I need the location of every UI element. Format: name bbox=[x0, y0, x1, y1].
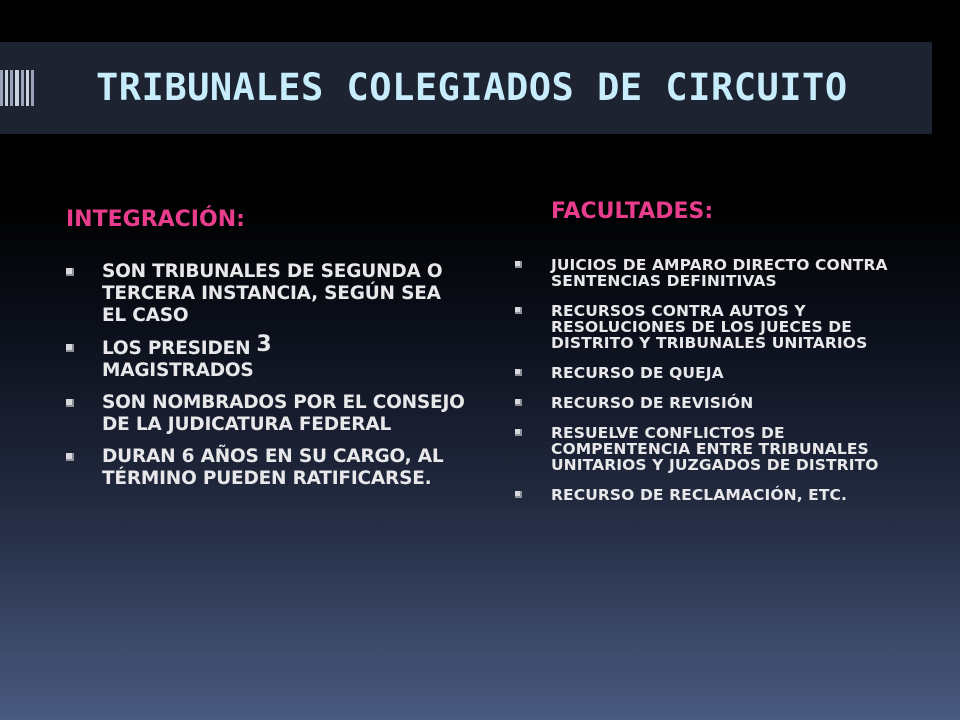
list-item-text: SON TRIBUNALES DE SEGUNDA O TERCERA INSTANCIA, SEGÚN SEA EL CASO bbox=[102, 261, 443, 326]
list-item bbox=[66, 392, 466, 436]
bullet-square-icon bbox=[515, 399, 522, 406]
bullet-square-icon bbox=[515, 261, 522, 268]
bullet-square-icon bbox=[515, 369, 522, 376]
title-bar bbox=[0, 42, 932, 134]
list-item-text: SON NOMBRADOS POR EL CONSEJO DE LA JUDICATURA FEDERAL bbox=[102, 392, 465, 435]
bullet-square-icon bbox=[515, 429, 522, 436]
bullet-square-icon bbox=[515, 491, 522, 498]
list-item bbox=[515, 487, 895, 503]
list-item-text-continued: MAGISTRADOS bbox=[102, 360, 254, 381]
list-item bbox=[515, 303, 895, 351]
list-item-text: RECURSOS CONTRA AUTOS Y RESOLUCIONES DE LOS JUECES DE DISTRITO Y TRIBUNALES UNITARIOS bbox=[551, 302, 868, 352]
list-item-text: JUICIOS DE AMPARO DIRECTO CONTRA SENTENCIAS DEFINITIVAS bbox=[551, 256, 888, 290]
bullet-square-icon bbox=[66, 453, 74, 461]
list-item-text: RECURSO DE RECLAMACIÓN, ETC. bbox=[551, 486, 847, 504]
slide-title: TRIBUNALES COLEGIADOS DE CIRCUITO bbox=[96, 66, 848, 109]
list-item bbox=[66, 446, 466, 490]
list-item bbox=[66, 261, 466, 327]
magistrados-count: 3 bbox=[256, 332, 272, 357]
list-item-text: RESUELVE CONFLICTOS DE COMPENTENCIA ENTRE TRIBUNALES UNITARIOS Y JUZGADOS DE DISTRITO bbox=[551, 424, 879, 474]
integracion-heading: INTEGRACIÓN: bbox=[66, 207, 245, 232]
bullet-square-icon bbox=[66, 268, 74, 276]
list-item bbox=[66, 332, 466, 382]
bullet-square-icon bbox=[515, 307, 522, 314]
list-item-text: DURAN 6 AÑOS EN SU CARGO, AL TÉRMINO PUEDEN RATIFICARSE. bbox=[102, 446, 444, 489]
bullet-square-icon bbox=[66, 344, 74, 352]
list-item bbox=[515, 365, 895, 381]
bullet-square-icon bbox=[66, 399, 74, 407]
list-item-text: LOS PRESIDEN bbox=[102, 338, 251, 359]
facultades-list bbox=[515, 257, 895, 517]
list-item bbox=[515, 257, 895, 289]
facultades-heading: FACULTADES: bbox=[551, 199, 714, 224]
stripes-decoration-icon bbox=[0, 70, 34, 106]
integracion-list bbox=[66, 261, 466, 500]
list-item-text: RECURSO DE QUEJA bbox=[551, 364, 724, 382]
list-item-text: RECURSO DE REVISIÓN bbox=[551, 394, 754, 412]
list-item bbox=[515, 425, 895, 473]
list-item bbox=[515, 395, 895, 411]
